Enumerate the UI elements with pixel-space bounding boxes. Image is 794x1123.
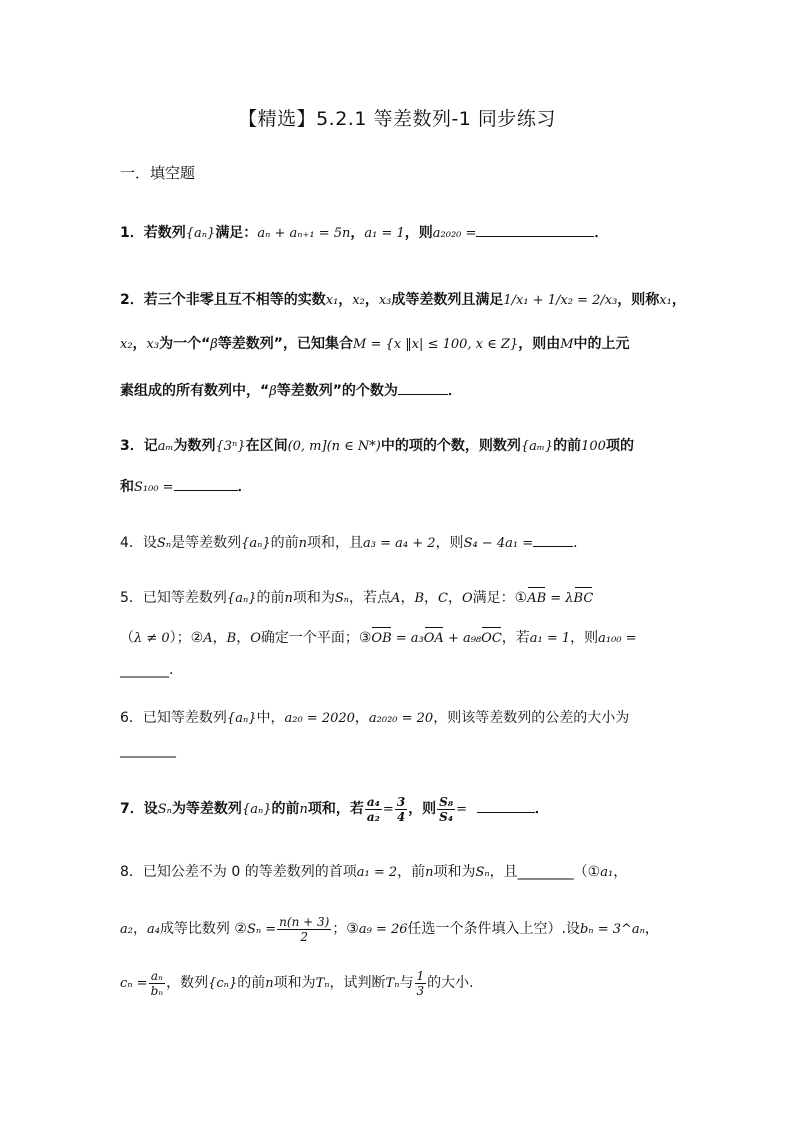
section-heading: 一．填空题: [120, 164, 196, 182]
question-5-line-1: 5．已知等差数列{aₙ}的前n项和为Sₙ，若点A，B，C，O满足：①AB = λBC: [120, 588, 593, 609]
question-2-line-3: 素组成的所有数列中，“β等差数列”的个数为 ．: [120, 380, 462, 402]
vector-ob: OB: [371, 629, 391, 649]
question-2-line-1: 2．若三个非零且互不相等的实数x₁，x₂，x₃成等差数列且满足1/x₁ + 1/x₂ = 2/x₃，则称x₁，: [120, 292, 686, 308]
answer-blank[interactable]: ________: [517, 864, 574, 880]
fraction-sn: $\frac{n(n + 3)}{2}$: [279, 914, 330, 944]
question-6-line-1: 6．已知等差数列{aₙ}中，a₂₀ = 2020，a₂₀₂₀ = 20，则该等差数列的公差的大小为: [120, 710, 630, 726]
question-6-line-2: [120, 740, 176, 760]
answer-blank[interactable]: ________: [120, 742, 176, 758]
answer-blank[interactable]: [477, 798, 535, 813]
question-5-line-3: _______．: [120, 662, 183, 678]
fraction-s8-s4: $\frac{\text{S₈}}{\text{S₄}}$: [439, 794, 454, 824]
answer-blank[interactable]: _______: [120, 662, 169, 678]
question-3-line-2: 和S₁₀₀ = ．: [120, 476, 252, 498]
answer-blank[interactable]: [398, 380, 448, 395]
question-4: 4．设Sₙ是等差数列{aₙ}的前n项和，且a₃ = a₄ + 2，则S₄ − 4a₁ = ．: [120, 532, 587, 554]
question-8-line-3: cₙ = $\frac{\text{aₙ}}{\text{bₙ}}$ ，数列{cₙ}的前n项和为Tₙ，试判断Tₙ与 $\frac{1}{3}$ 的大小.: [120, 968, 474, 998]
fraction-cn: $\frac{\text{aₙ}}{\text{bₙ}}$: [150, 968, 164, 998]
question-5-line-2: （λ ≠ 0）；②A，B，O确定一个平面；③OB = a₃OA + a₉₈OC，若a₁ = 1，则a₁₀₀ =: [120, 628, 637, 649]
fraction-a4-a2: $\frac{\text{a₄}}{\text{a₂}}$: [366, 794, 380, 824]
answer-blank[interactable]: [533, 532, 573, 547]
page-title: 【精选】5.2.1 等差数列-1 同步练习: [238, 108, 556, 130]
question-1: 1．若数列{aₙ}满足：aₙ + aₙ₊₁ = 5n，a₁ = 1，则a₂₀₂₀ = ．: [120, 222, 608, 244]
vector-oa: OA: [424, 629, 444, 649]
answer-blank[interactable]: [476, 222, 594, 237]
answer-blank[interactable]: [174, 476, 238, 491]
question-8-line-1: 8．已知公差不为 0 的等差数列的首项a₁ = 2，前n项和为Sₙ，且________（①a₁，: [120, 864, 628, 880]
vector-bc: BC: [574, 589, 594, 609]
fraction-3-4: $\frac{3}{4}$: [396, 794, 406, 824]
question-3-line-1: 3．记aₘ为数列{3ⁿ}在区间(0, m](n ∈ N*)中的项的个数，则数列{aₘ}的前100项的: [120, 438, 634, 454]
fraction-one-third: $\frac{1}{3}$: [416, 968, 425, 998]
question-8-line-2: a₂，a₄成等比数列 ②Sₙ = $\frac{n(n + 3)}{2}$ ；③a₉ = 26任选一个条件填入上空）.设bₙ = 3^aₙ，: [120, 914, 659, 944]
question-7: 7．设Sₙ为等差数列{aₙ}的前n项和，若 $\frac{\text{a₄}}{\text{a₂}}$ = $\frac{3}{4}$ ，则 $\frac{\text{S₈}}{\text{S₄}}$ = ．: [120, 794, 549, 824]
vector-ab: AB: [527, 589, 546, 609]
question-2-line-2: x₂，x₃为一个“β等差数列”，已知集合M = {x ‖x| ≤ 100, x ∈ Z}，则由M中的上元: [120, 336, 630, 352]
vector-oc: OC: [481, 629, 502, 649]
